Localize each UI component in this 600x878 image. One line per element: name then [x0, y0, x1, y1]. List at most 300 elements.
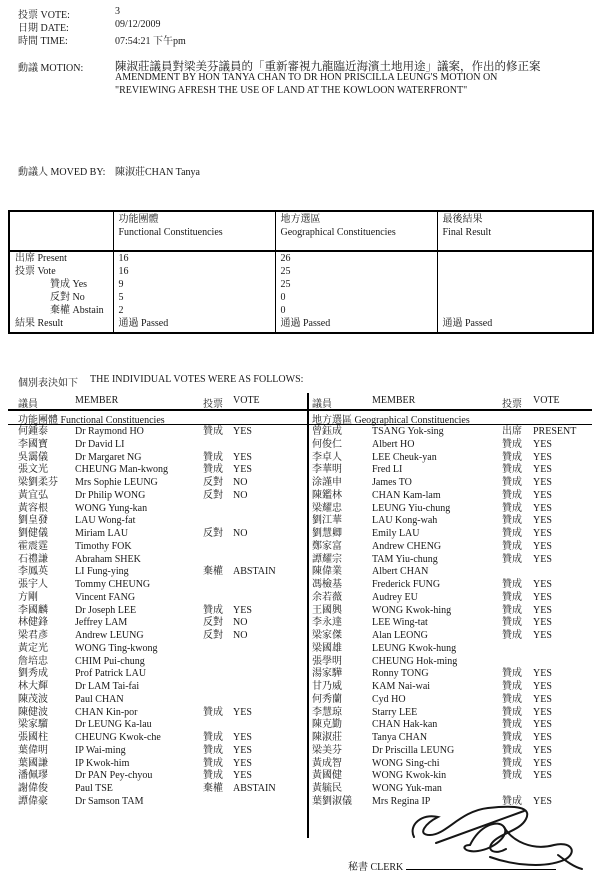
- member-name-english: CHEUNG Kwok-che: [75, 732, 161, 743]
- member-name-chinese: 黃國健: [312, 770, 342, 782]
- member-vote-chinese: 贊成: [203, 464, 223, 476]
- member-row: [0, 745, 307, 758]
- member-row: [307, 758, 600, 771]
- member-name-english: CHAN Kin-por: [75, 706, 138, 718]
- member-vote-chinese: 棄權: [203, 783, 223, 794]
- member-row: [307, 694, 600, 707]
- member-name-chinese: 劉秀成: [18, 668, 48, 680]
- member-vote-chinese: 贊成: [502, 515, 522, 527]
- member-vote-english: YES: [533, 732, 552, 743]
- member-name-chinese: 譚耀宗: [312, 553, 342, 565]
- member-name-english: CHAN Kam-lam: [372, 489, 441, 501]
- member-name-english: Dr PAN Pey-chyou: [75, 770, 153, 782]
- member-name-english: KAM Nai-wai: [372, 681, 431, 692]
- member-name-english: Mrs Sophie LEUNG: [75, 477, 158, 488]
- summary-functional-value: 9: [113, 278, 275, 291]
- member-name-english: Albert HO: [372, 438, 415, 450]
- member-vote-english: ABSTAIN: [233, 566, 276, 578]
- member-vote-english: YES: [233, 770, 252, 782]
- member-row: [307, 592, 600, 605]
- member-vote-chinese: 贊成: [502, 693, 522, 705]
- member-name-chinese: 李卓人: [312, 451, 342, 463]
- geographical-header-en: Geographical Constituencies: [280, 226, 396, 238]
- member-name-english: Tommy CHEUNG: [75, 579, 151, 590]
- member-name-chinese: 劉江華: [312, 515, 342, 527]
- member-name-english: Dr Priscilla LEUNG: [372, 744, 455, 756]
- member-vote-english: YES: [533, 540, 552, 552]
- member-vote-english: YES: [233, 732, 252, 743]
- member-vote-english: YES: [533, 604, 552, 616]
- member-name-english: WONG Kwok-hing: [372, 604, 452, 616]
- member-vote-english: YES: [233, 706, 252, 718]
- member-row: [0, 439, 307, 452]
- member-name-chinese: 霍震霆: [18, 540, 48, 552]
- summary-row: [9, 251, 593, 265]
- member-name-chinese: 李慧琼: [312, 706, 342, 718]
- summary-functional-value: 2: [113, 304, 275, 317]
- member-row: [0, 617, 307, 630]
- summary-functional-value: 通過 Passed: [113, 317, 275, 333]
- member-name-english: TAM Yiu-chung: [372, 553, 438, 565]
- member-name-chinese: 梁家傑: [312, 630, 342, 641]
- member-name-chinese: 梁國雄: [312, 642, 342, 654]
- summary-corner-cell: [9, 211, 113, 251]
- member-vote-chinese: 贊成: [502, 719, 522, 731]
- member-vote-chinese: 贊成: [502, 528, 522, 539]
- member-vote-chinese: 贊成: [203, 426, 223, 437]
- member-name-chinese: 曾鈺成: [312, 426, 342, 437]
- member-name-english: WONG Yuk-man: [372, 783, 442, 794]
- member-header-cn: 議員: [312, 399, 332, 410]
- member-vote-english: YES: [533, 795, 552, 807]
- member-name-chinese: 葉國謙: [18, 757, 48, 769]
- vote-header-en: VOTE: [233, 395, 260, 406]
- member-vote-chinese: 贊成: [502, 477, 522, 488]
- member-name-chinese: 潘佩璆: [18, 770, 48, 782]
- member-vote-english: NO: [233, 489, 248, 501]
- member-vote-english: YES: [533, 502, 552, 514]
- member-header-en: MEMBER: [75, 395, 119, 406]
- final-result-header-cn: 最後結果: [442, 214, 483, 225]
- member-vote-english: YES: [533, 553, 552, 565]
- member-name-chinese: 涂謹申: [312, 477, 342, 488]
- member-name-chinese: 黃容根: [18, 502, 48, 514]
- member-vote-english: YES: [533, 451, 552, 463]
- member-name-english: TSANG Yok-sing: [372, 426, 444, 437]
- member-name-english: Dr LAM Tai-fai: [75, 681, 140, 692]
- member-name-chinese: 劉皇發: [18, 515, 48, 527]
- geographical-members-list: [307, 426, 600, 809]
- member-vote-chinese: 贊成: [502, 591, 522, 603]
- member-name-chinese: 陳鑑林: [312, 489, 342, 501]
- motion-text-english-1: AMENDMENT BY HON TANYA CHAN TO DR HON PRISCILLA LEUNG'S MOTION ON: [115, 72, 498, 83]
- member-name-english: CHAN Hak-kan: [372, 719, 438, 731]
- member-name-chinese: 王國興: [312, 604, 342, 616]
- summary-row-label: 棄權 Abstain: [50, 305, 104, 316]
- member-vote-chinese: 反對: [203, 617, 223, 629]
- time-label: 時間 TIME:: [18, 36, 68, 47]
- member-vote-chinese: 贊成: [502, 540, 522, 552]
- member-name-english: WONG Ting-kwong: [75, 642, 158, 654]
- member-name-english: Andrew LEUNG: [75, 630, 144, 641]
- summary-row: [9, 304, 593, 317]
- member-vote-chinese: 贊成: [203, 451, 223, 463]
- summary-col-functional: [113, 211, 275, 251]
- member-name-english: LEE Wing-tat: [372, 617, 428, 629]
- member-name-chinese: 湯家驊: [312, 668, 342, 680]
- member-vote-chinese: 贊成: [502, 795, 522, 807]
- date-label: 日期 DATE:: [18, 23, 69, 34]
- member-vote-chinese: 贊成: [203, 757, 223, 769]
- member-vote-english: YES: [533, 693, 552, 705]
- member-name-english: Vincent FANG: [75, 591, 136, 603]
- time-value: 07:54:21 下午pm: [115, 36, 186, 47]
- member-row: [0, 643, 307, 656]
- member-vote-chinese: 贊成: [502, 668, 522, 680]
- member-row: [307, 452, 600, 465]
- member-name-chinese: 鄭家富: [312, 540, 342, 552]
- member-vote-english: YES: [233, 426, 252, 437]
- member-name-english: IP Kwok-him: [75, 757, 130, 769]
- member-vote-chinese: 反對: [203, 630, 223, 641]
- member-header-en: MEMBER: [372, 395, 416, 406]
- member-name-english: Dr Raymond HO: [75, 426, 144, 437]
- member-name-english: Ronny TONG: [372, 668, 429, 680]
- member-row: [307, 630, 600, 643]
- member-row: [307, 439, 600, 452]
- member-name-english: Dr Samson TAM: [75, 795, 144, 807]
- member-vote-chinese: 贊成: [502, 451, 522, 463]
- member-vote-english: YES: [533, 528, 552, 539]
- member-name-english: WONG Sing-chi: [372, 757, 440, 769]
- summary-col-geographical: [275, 211, 437, 251]
- member-row: [307, 515, 600, 528]
- member-row: [307, 770, 600, 783]
- member-name-chinese: 余若薇: [312, 591, 342, 603]
- member-row: [0, 719, 307, 732]
- member-name-chinese: 李鳳英: [18, 566, 48, 578]
- member-row: [307, 783, 600, 796]
- member-vote-chinese: 贊成: [502, 464, 522, 476]
- member-name-english: LEUNG Yiu-chung: [372, 502, 451, 514]
- summary-geographical-value: 26: [275, 251, 437, 265]
- functional-header-cn: 功能團體: [118, 214, 159, 225]
- individual-votes-intro-en: THE INDIVIDUAL VOTES WERE AS FOLLOWS:: [90, 374, 304, 385]
- summary-functional-value: 5: [113, 291, 275, 304]
- member-vote-chinese: 贊成: [502, 681, 522, 692]
- member-vote-english: YES: [233, 744, 252, 756]
- member-vote-chinese: 反對: [203, 477, 223, 488]
- summary-final-result-value: [437, 304, 593, 317]
- member-name-chinese: 黃定光: [18, 642, 48, 654]
- member-name-english: Prof Patrick LAU: [75, 668, 147, 680]
- member-row: [307, 579, 600, 592]
- member-name-chinese: 劉慧卿: [312, 528, 342, 539]
- member-name-english: LEE Cheuk-yan: [372, 451, 437, 463]
- member-name-chinese: 李國麟: [18, 604, 48, 616]
- member-name-chinese: 譚偉豪: [18, 795, 48, 807]
- member-row: [307, 643, 600, 656]
- member-name-english: WONG Kwok-kin: [372, 770, 447, 782]
- moved-by-value: 陳淑莊CHAN Tanya: [115, 167, 200, 178]
- member-vote-chinese: 贊成: [502, 630, 522, 641]
- member-name-chinese: 梁美芬: [312, 744, 342, 756]
- member-name-english: Dr Joseph LEE: [75, 604, 137, 616]
- member-name-english: James TO: [372, 477, 412, 488]
- member-name-chinese: 黃成智: [312, 757, 342, 769]
- summary-final-result-value: [437, 291, 593, 304]
- member-vote-english: NO: [233, 477, 248, 488]
- member-name-english: Abraham SHEK: [75, 553, 141, 565]
- member-vote-chinese: 贊成: [502, 732, 522, 743]
- clerk-signature: [408, 803, 586, 875]
- functional-members-list: [0, 426, 307, 809]
- member-vote-chinese: 贊成: [203, 732, 223, 743]
- member-row: [0, 426, 307, 439]
- member-name-english: LEUNG Kwok-hung: [372, 642, 457, 654]
- member-vote-english: YES: [233, 464, 252, 476]
- member-name-english: Frederick FUNG: [372, 579, 441, 590]
- member-vote-english: YES: [533, 438, 552, 450]
- member-vote-chinese: 贊成: [203, 744, 223, 756]
- member-name-chinese: 張國柱: [18, 732, 48, 743]
- member-vote-english: YES: [233, 757, 252, 769]
- member-row: [307, 668, 600, 681]
- member-vote-english: YES: [533, 681, 552, 692]
- member-row: [307, 464, 600, 477]
- member-row: [307, 490, 600, 503]
- member-name-english: LI Fung-ying: [75, 566, 129, 578]
- summary-final-result-value: [437, 278, 593, 291]
- member-name-english: Emily LAU: [372, 528, 420, 539]
- member-name-chinese: 林健鋒: [18, 617, 48, 629]
- member-vote-english: YES: [533, 719, 552, 731]
- member-row: [307, 541, 600, 554]
- member-vote-chinese: 贊成: [502, 553, 522, 565]
- member-vote-english: YES: [533, 744, 552, 756]
- member-header-cn: 議員: [18, 399, 38, 410]
- member-name-english: Alan LEONG: [372, 630, 428, 641]
- member-name-chinese: 陳克勤: [312, 719, 342, 731]
- member-row: [307, 656, 600, 669]
- member-vote-chinese: 贊成: [502, 579, 522, 590]
- member-vote-chinese: 贊成: [502, 757, 522, 769]
- member-vote-english: YES: [533, 757, 552, 769]
- member-vote-chinese: 贊成: [502, 706, 522, 718]
- member-vote-english: YES: [533, 515, 552, 527]
- member-vote-english: YES: [233, 451, 252, 463]
- member-row: [0, 681, 307, 694]
- member-name-english: CHIM Pui-chung: [75, 655, 145, 667]
- summary-row-label: 反對 No: [50, 292, 85, 303]
- member-name-english: Tanya CHAN: [372, 732, 428, 743]
- functional-section-title: 功能團體 Functional Constituencies: [18, 415, 165, 426]
- summary-functional-value: 16: [113, 265, 275, 278]
- member-vote-english: YES: [533, 630, 552, 641]
- member-name-english: Starry LEE: [372, 706, 418, 718]
- member-name-english: Timothy FOK: [75, 540, 132, 552]
- member-name-chinese: 李永達: [312, 617, 342, 629]
- summary-geographical-value: 0: [275, 291, 437, 304]
- member-row: [307, 528, 600, 541]
- geographical-section-title: 地方選區 Geographical Constituencies: [312, 415, 470, 426]
- member-vote-chinese: 贊成: [502, 502, 522, 514]
- member-vote-english: PRESENT: [533, 426, 577, 437]
- member-row: [0, 490, 307, 503]
- member-vote-chinese: 贊成: [203, 706, 223, 718]
- member-row: [0, 668, 307, 681]
- member-name-chinese: 黃毓民: [312, 783, 342, 794]
- member-vote-chinese: 反對: [203, 489, 223, 501]
- member-row: [0, 566, 307, 579]
- member-name-english: Jeffrey LAM: [75, 617, 128, 629]
- member-vote-english: YES: [533, 617, 552, 629]
- member-name-english: LAU Kong-wah: [372, 515, 438, 527]
- summary-table: [8, 210, 594, 334]
- member-vote-english: ABSTAIN: [233, 783, 276, 794]
- member-row: [307, 719, 600, 732]
- member-row: [0, 452, 307, 465]
- member-row: [307, 745, 600, 758]
- member-name-english: Dr Margaret NG: [75, 451, 142, 463]
- member-vote-english: YES: [533, 579, 552, 590]
- member-row: [0, 579, 307, 592]
- member-name-chinese: 何鍾泰: [18, 426, 48, 437]
- clerk-signature-line: [406, 869, 556, 870]
- member-name-english: Mrs Regina IP: [372, 795, 431, 807]
- member-name-chinese: 梁劉柔芬: [18, 477, 58, 488]
- member-vote-chinese: 贊成: [502, 489, 522, 501]
- member-row: [307, 426, 600, 439]
- member-name-chinese: 謝偉俊: [18, 783, 48, 794]
- summary-row-label: 贊成 Yes: [50, 279, 88, 290]
- vote-number-value: 3: [115, 6, 120, 17]
- member-name-chinese: 梁家騮: [18, 719, 48, 731]
- member-vote-english: YES: [233, 604, 252, 616]
- summary-row-label: 結果 Result: [15, 318, 64, 329]
- member-name-chinese: 梁耀忠: [312, 502, 342, 514]
- member-row: [0, 554, 307, 567]
- member-row: [307, 605, 600, 618]
- vote-header-cn: 投票: [203, 399, 223, 410]
- member-name-chinese: 甘乃威: [312, 681, 342, 692]
- member-row: [0, 783, 307, 796]
- member-name-english: Miriam LAU: [75, 528, 129, 539]
- summary-final-result-value: [437, 251, 593, 265]
- summary-geographical-value: 通過 Passed: [275, 317, 437, 333]
- individual-votes-intro-cn: 個別表決如下: [18, 378, 78, 389]
- member-vote-english: YES: [533, 489, 552, 501]
- member-name-chinese: 張學明: [312, 655, 342, 667]
- summary-geographical-value: 0: [275, 304, 437, 317]
- summary-final-result-value: [437, 265, 593, 278]
- final-result-header-en: Final Result: [442, 226, 492, 238]
- member-row: [307, 554, 600, 567]
- summary-row-label: 投票 Vote: [15, 266, 56, 277]
- member-row: [0, 732, 307, 745]
- geographical-header-cn: 地方選區: [280, 214, 321, 225]
- member-vote-chinese: 棄權: [203, 566, 223, 578]
- member-name-english: WONG Yung-kan: [75, 502, 148, 514]
- member-name-chinese: 葉劉淑儀: [312, 795, 352, 807]
- member-row: [0, 758, 307, 771]
- member-row: [0, 694, 307, 707]
- summary-geographical-value: 25: [275, 278, 437, 291]
- vote-header-cn: 投票: [502, 399, 522, 410]
- member-name-english: LAU Wong-fat: [75, 515, 136, 527]
- summary-row: [9, 317, 593, 333]
- member-name-chinese: 張宇人: [18, 579, 48, 590]
- member-vote-chinese: 贊成: [502, 617, 522, 629]
- member-row: [307, 503, 600, 516]
- moved-by-label: 動議人 MOVED BY:: [18, 167, 106, 178]
- member-name-english: Dr LEUNG Ka-lau: [75, 719, 152, 731]
- functional-header-en: Functional Constituencies: [118, 226, 223, 238]
- member-vote-chinese: 贊成: [502, 604, 522, 616]
- member-name-chinese: 黃宜弘: [18, 489, 48, 501]
- member-row: [0, 464, 307, 477]
- vote-number-label: 投票 VOTE:: [18, 10, 70, 21]
- member-vote-english: NO: [233, 528, 248, 539]
- member-name-english: Andrew CHENG: [372, 540, 442, 552]
- member-row: [307, 477, 600, 490]
- clerk-label: 秘書 CLERK: [348, 862, 404, 873]
- member-row: [0, 630, 307, 643]
- member-name-chinese: 陳偉業: [312, 566, 342, 578]
- member-vote-english: YES: [533, 668, 552, 680]
- member-name-english: Paul TSE: [75, 783, 113, 794]
- member-vote-english: YES: [533, 706, 552, 718]
- member-row: [0, 541, 307, 554]
- motion-label: 動議 MOTION:: [18, 63, 84, 74]
- member-vote-english: YES: [533, 591, 552, 603]
- member-row: [0, 592, 307, 605]
- member-row: [307, 707, 600, 720]
- member-row: [0, 707, 307, 720]
- member-name-chinese: 張文光: [18, 464, 48, 476]
- member-name-english: IP Wai-ming: [75, 744, 126, 756]
- member-vote-chinese: 贊成: [502, 438, 522, 450]
- summary-header-row: [9, 211, 593, 251]
- geographical-constituencies-column: [307, 393, 600, 838]
- member-name-english: CHEUNG Man-kwong: [75, 464, 169, 476]
- motion-text-english-2: "REVIEWING AFRESH THE USE OF LAND AT THE KOWLOON WATERFRONT": [115, 85, 468, 96]
- member-row: [307, 681, 600, 694]
- member-name-chinese: 吳靄儀: [18, 451, 48, 463]
- member-name-english: Dr David LI: [75, 438, 125, 450]
- member-row: [0, 770, 307, 783]
- summary-col-final-result: [437, 211, 593, 251]
- member-vote-english: NO: [233, 617, 248, 629]
- summary-row: [9, 265, 593, 278]
- member-name-chinese: 梁君彥: [18, 630, 48, 641]
- member-name-chinese: 陳淑莊: [312, 732, 342, 743]
- member-name-chinese: 何俊仁: [312, 438, 342, 450]
- member-name-english: Paul CHAN: [75, 693, 124, 705]
- member-row: [0, 528, 307, 541]
- member-vote-chinese: 贊成: [203, 770, 223, 782]
- member-name-chinese: 葉偉明: [18, 744, 48, 756]
- member-vote-english: YES: [533, 477, 552, 488]
- summary-final-result-value: 通過 Passed: [437, 317, 593, 333]
- member-name-chinese: 李國寶: [18, 438, 48, 450]
- member-name-english: Albert CHAN: [372, 566, 429, 578]
- member-row: [0, 656, 307, 669]
- member-row: [0, 477, 307, 490]
- summary-functional-value: 16: [113, 251, 275, 265]
- member-vote-chinese: 贊成: [502, 744, 522, 756]
- member-name-english: Audrey EU: [372, 591, 418, 603]
